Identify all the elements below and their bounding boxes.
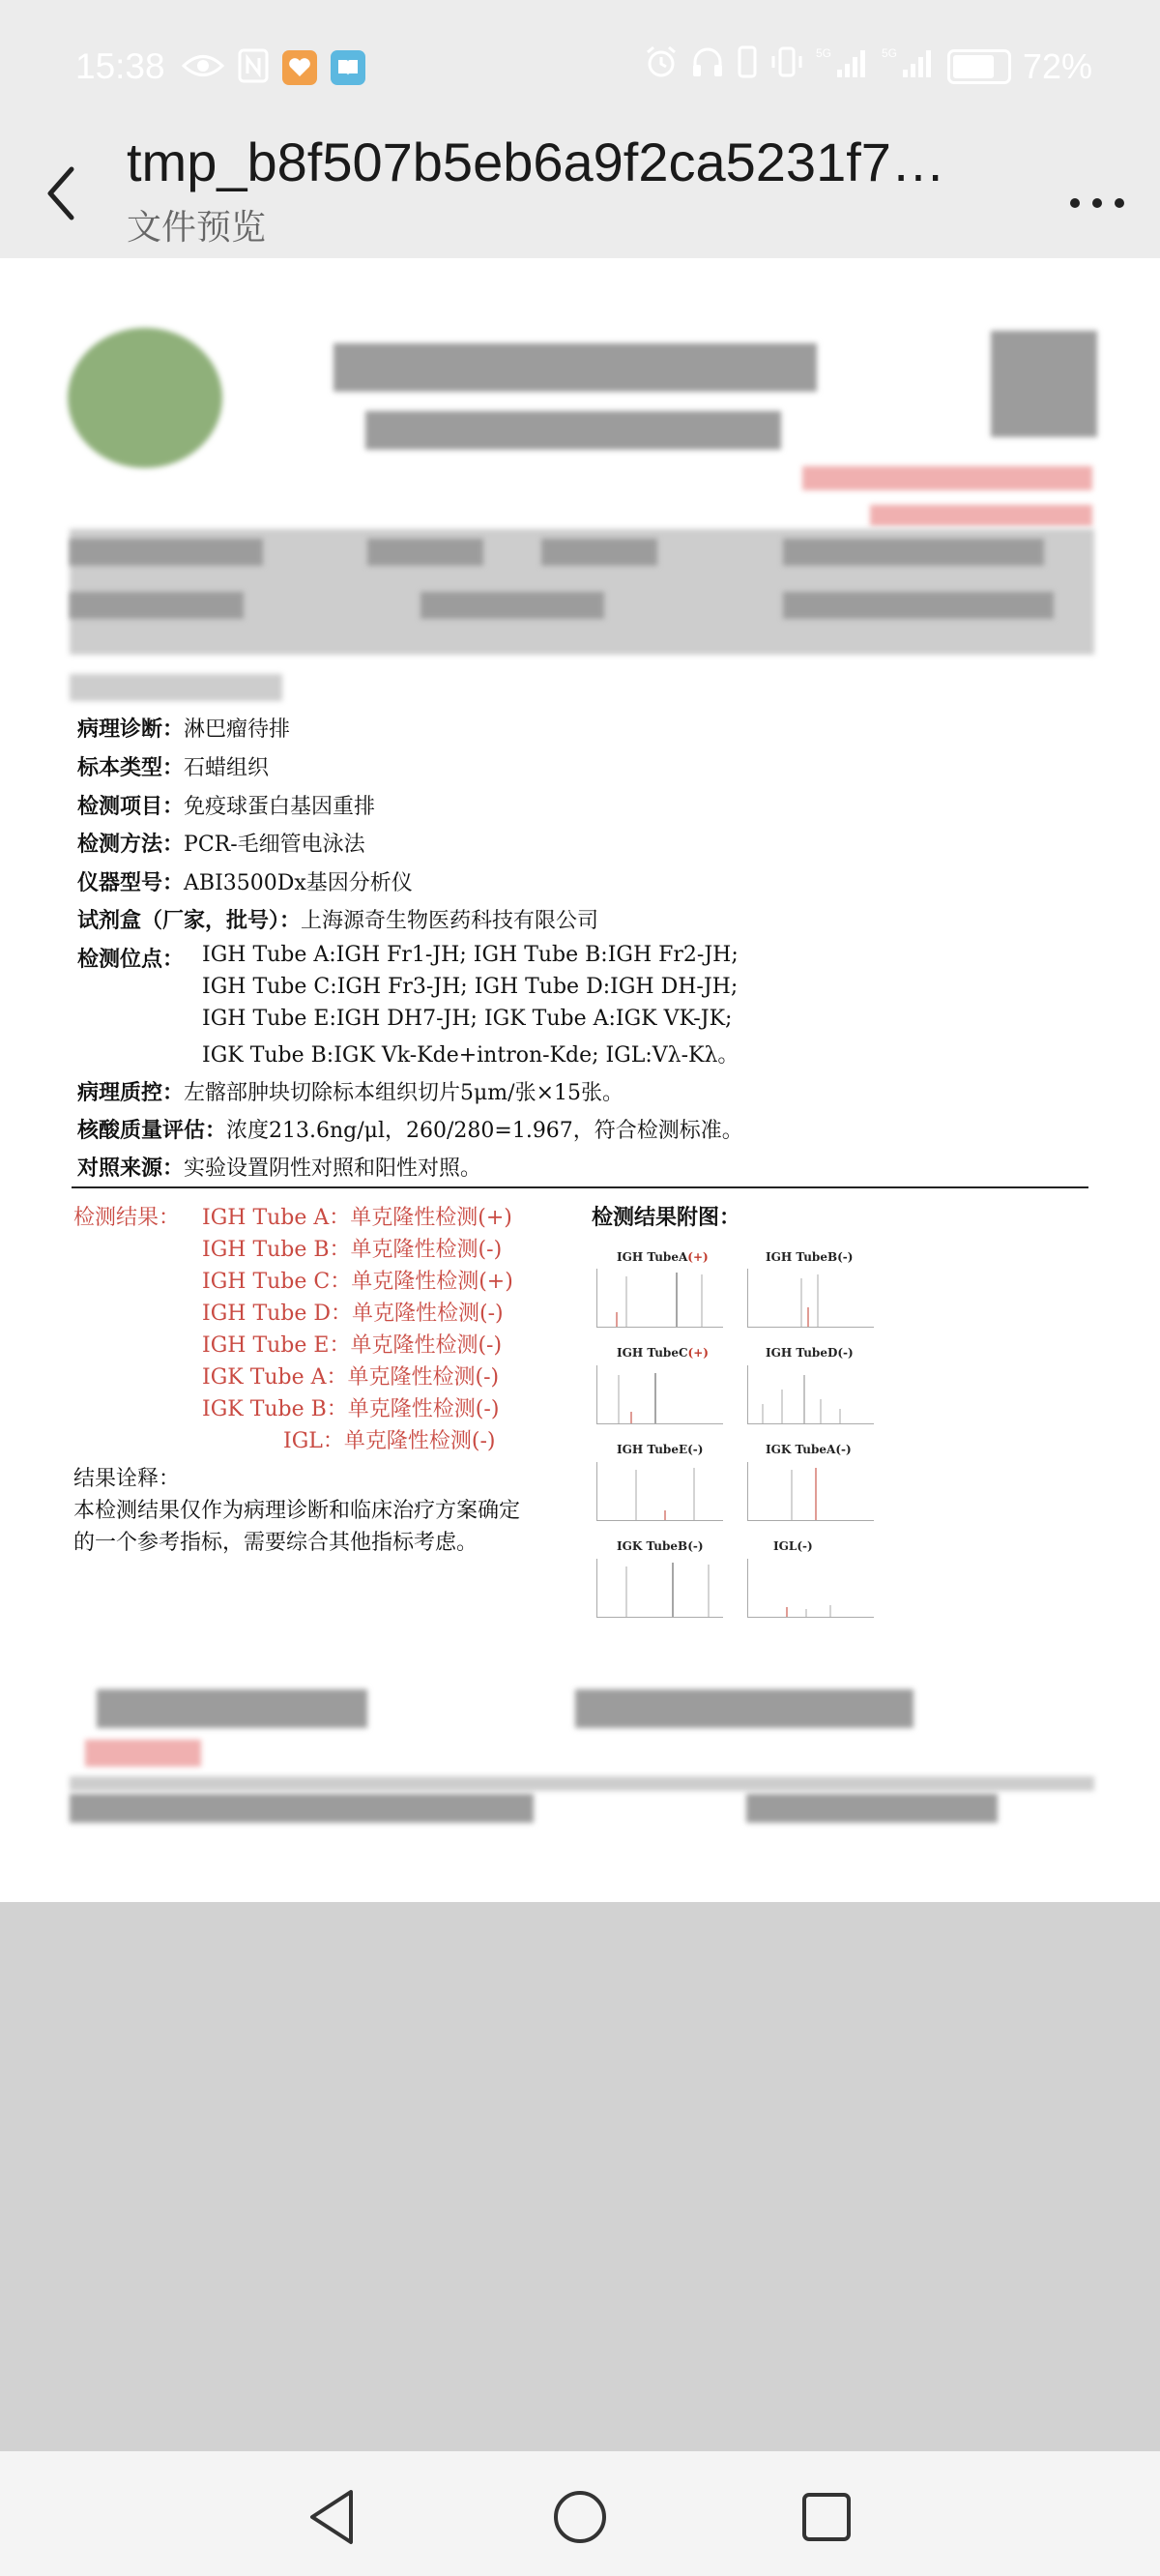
field-control-source: 对照来源：实验设置阴性对照和阳性对照。 bbox=[77, 1156, 482, 1181]
field-quality-control: 病理质控：左髂部肿块切除标本组织切片5μm/张×15张。 bbox=[77, 1080, 624, 1105]
redacted-patient-field-3 bbox=[541, 539, 657, 566]
gel-chart-igh-tube-a bbox=[596, 1269, 723, 1328]
signal-5g-icon bbox=[816, 44, 870, 88]
redacted-footer-right bbox=[746, 1794, 998, 1823]
field-instrument: 仪器型号：ABI3500Dx基因分析仪 bbox=[77, 870, 413, 895]
redacted-signature-left bbox=[97, 1689, 367, 1728]
eye-icon bbox=[182, 51, 224, 84]
redacted-patient-field-4 bbox=[783, 539, 1044, 566]
field-test-item: 检测项目：免疫球蛋白基因重排 bbox=[77, 794, 376, 819]
gel-chart-igh-tube-e bbox=[596, 1462, 723, 1521]
gel-label: IGH TubeD(-) bbox=[766, 1346, 854, 1360]
redacted-patient-field-7 bbox=[783, 592, 1054, 619]
redacted-stamp-line-2 bbox=[870, 505, 1092, 526]
redacted-patient-field-5 bbox=[70, 592, 244, 619]
page-subtitle: 文件预览 bbox=[127, 208, 267, 248]
document-preview[interactable] bbox=[0, 258, 1160, 1902]
gel-chart-igl bbox=[747, 1559, 874, 1618]
result-item: IGL：单克隆性检测(-) bbox=[283, 1429, 496, 1453]
page-title: tmp_b8f507b5eb6a9f2ca5231f7… bbox=[127, 132, 945, 192]
sites-line-4: IGK Tube B:IGK Vk-Kde+intron-Kde; IGL:Vλ-Kλ。 bbox=[202, 1043, 740, 1068]
field-reagent-kit: 试剂盒（厂家，批号）：上海源奇生物医药科技有限公司 bbox=[77, 908, 599, 933]
status-bar bbox=[0, 0, 1160, 140]
redacted-patient-field-6 bbox=[420, 592, 604, 619]
book-app-icon bbox=[331, 50, 365, 85]
redacted-patient-field bbox=[70, 539, 263, 566]
battery-icon bbox=[947, 49, 1011, 84]
sites-line-2: IGH Tube C:IGH Fr3-JH; IGH Tube D:IGH DH-JH; bbox=[202, 975, 739, 999]
result-item: IGH Tube D：单克隆性检测(-) bbox=[202, 1302, 504, 1326]
section-divider bbox=[72, 1186, 1088, 1188]
title-bar bbox=[0, 132, 1160, 258]
results-label: 检测结果： bbox=[73, 1206, 181, 1230]
gel-label: IGK TubeB(-) bbox=[617, 1539, 704, 1553]
field-test-method: 检测方法：PCR-毛细管电泳法 bbox=[77, 832, 365, 857]
redacted-report-title bbox=[365, 411, 781, 450]
field-specimen-type: 标本类型：石蜡组织 bbox=[77, 755, 270, 780]
system-nav-bar bbox=[0, 2451, 1160, 2576]
vibrate-icon bbox=[769, 44, 804, 88]
interpretation-title: 结果诠释： bbox=[73, 1467, 181, 1491]
redacted-qr-code bbox=[991, 331, 1097, 437]
result-item: IGK Tube A：单克隆性检测(-) bbox=[202, 1365, 500, 1390]
alarm-icon bbox=[644, 44, 679, 88]
nav-back-icon[interactable] bbox=[295, 2478, 372, 2556]
figure-title: 检测结果附图： bbox=[592, 1205, 741, 1230]
field-diagnosis: 病理诊断：淋巴瘤待排 bbox=[77, 717, 291, 742]
result-item: IGH Tube E：单克隆性检测(-) bbox=[202, 1333, 503, 1358]
interpretation-line-2: 的一个参考指标，需要综合其他指标考虑。 bbox=[73, 1531, 478, 1555]
more-options-icon[interactable] bbox=[1063, 160, 1131, 218]
status-time: 15:38 bbox=[75, 46, 165, 86]
redacted-hospital-name bbox=[334, 343, 817, 392]
gel-label: IGH TubeE(-) bbox=[617, 1443, 704, 1456]
redacted-footer-band bbox=[70, 1776, 1094, 1791]
hospital-logo bbox=[68, 328, 222, 468]
back-arrow-icon[interactable] bbox=[39, 150, 87, 237]
sites-label: 检测位点： bbox=[77, 947, 185, 972]
result-item: IGH Tube C：单克隆性检测(+) bbox=[202, 1270, 513, 1294]
result-item: IGH Tube B：单克隆性检测(-) bbox=[202, 1238, 503, 1262]
gel-label: IGL(-) bbox=[773, 1539, 813, 1553]
nav-home-icon[interactable] bbox=[541, 2478, 619, 2556]
gel-label: IGH TubeA(+) bbox=[617, 1250, 709, 1264]
headphones-icon bbox=[690, 44, 725, 88]
svg-text:5G: 5G bbox=[815, 46, 831, 60]
nav-recents-icon[interactable] bbox=[788, 2478, 865, 2556]
sites-line-3: IGH Tube E:IGH DH7-JH; IGK Tube A:IGK VK-JK; bbox=[202, 1007, 733, 1031]
sites-line-1: IGH Tube A:IGH Fr1-JH; IGH Tube B:IGH Fr2-JH; bbox=[202, 943, 739, 967]
gel-label: IGK TubeA(-) bbox=[766, 1443, 852, 1456]
nfc-icon bbox=[238, 48, 269, 87]
gel-chart-igk-tube-a bbox=[747, 1462, 874, 1521]
redacted-patient-field-2 bbox=[367, 539, 483, 566]
redacted-stamp-bottom bbox=[85, 1740, 201, 1767]
redacted-stamp-line-1 bbox=[802, 466, 1092, 490]
phone-icon bbox=[737, 44, 758, 88]
result-item: IGK Tube B：单克隆性检测(-) bbox=[202, 1397, 500, 1421]
field-nucleic-acid: 核酸质量评估：浓度213.6ng/μl，260/280=1.967，符合检测标准。 bbox=[77, 1118, 743, 1143]
redacted-footer-left bbox=[70, 1794, 534, 1823]
result-item: IGH Tube A：单克隆性检测(+) bbox=[202, 1206, 512, 1230]
svg-text:5G: 5G bbox=[881, 46, 897, 60]
gel-chart-igk-tube-b bbox=[596, 1559, 723, 1618]
gel-label: IGH TubeC(+) bbox=[617, 1346, 709, 1360]
gel-chart-igh-tube-b bbox=[747, 1269, 874, 1328]
gel-chart-igh-tube-d bbox=[747, 1365, 874, 1424]
interpretation-line-1: 本检测结果仅作为病理诊断和临床治疗方案确定 bbox=[73, 1499, 521, 1523]
health-app-icon bbox=[282, 50, 317, 85]
gel-chart-igh-tube-c bbox=[596, 1365, 723, 1424]
redacted-patient-field-8 bbox=[70, 674, 282, 701]
gel-label: IGH TubeB(-) bbox=[766, 1250, 854, 1264]
signal-5g-icon-2 bbox=[882, 44, 936, 88]
battery-level: 72% bbox=[1022, 45, 1092, 86]
redacted-signature-right bbox=[575, 1689, 914, 1728]
